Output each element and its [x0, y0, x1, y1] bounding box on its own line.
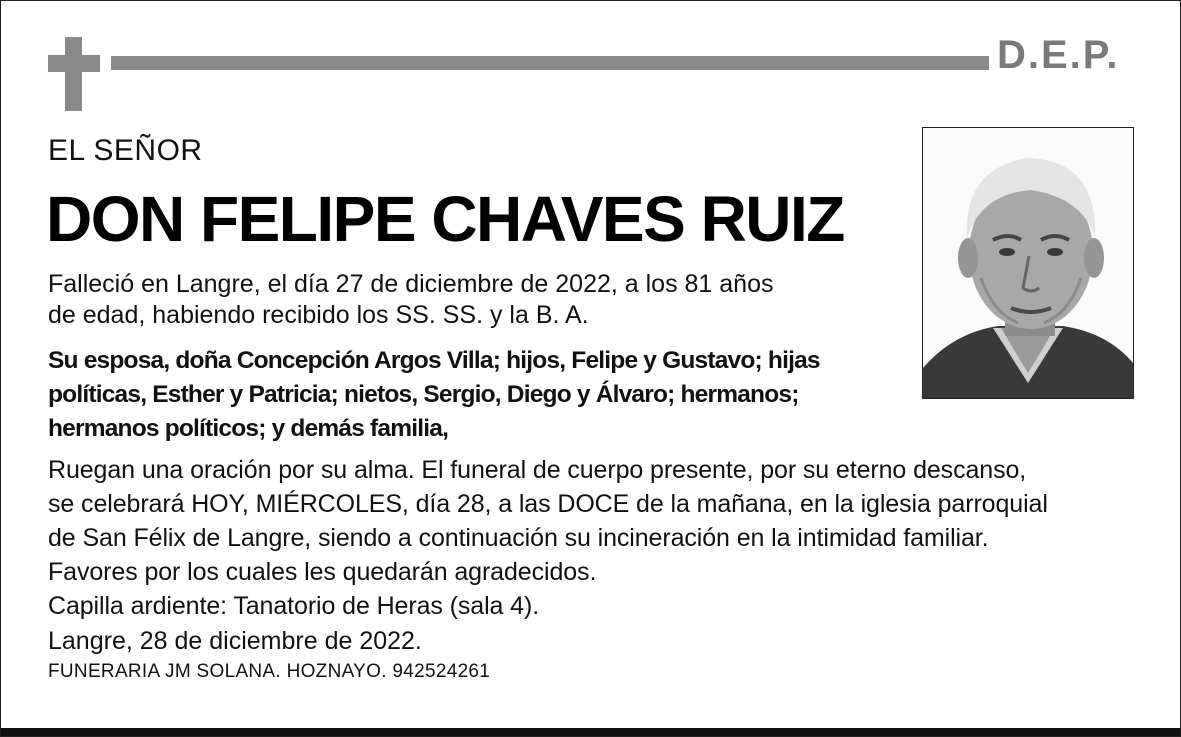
funeral-line: Favores por los cuales les quedarán agradecidos. [48, 558, 597, 586]
cross-icon [48, 37, 100, 111]
funeral-line: Capilla ardiente: Tanatorio de Heras (sala 4). [48, 592, 540, 620]
funeral-home: FUNERARIA JM SOLANA. HOZNAYO. 942524261 [48, 661, 491, 682]
funeral-details [48, 453, 1158, 623]
funeral-line: Ruegan una oración por su alma. El funeral de cuerpo presente, por su eterno descanso, [48, 456, 1027, 484]
portrait-photo [922, 127, 1134, 399]
family-list: Su esposa, doña Concepción Argos Villa; hijos, Felipe y Gustavo; hijas políticas, Esther y Patricia; nietos, Sergio, Diego y Álvaro; hermanos; hermanos políticos; y demás familia, [48, 347, 820, 442]
place-date: Langre, 28 de diciembre de 2022. [48, 627, 422, 655]
death-notice-line: de edad, habiendo recibido los SS. SS. y la B. A. [48, 301, 589, 329]
header-rule [111, 56, 989, 70]
dep-label: D.E.P. [997, 33, 1120, 77]
funeral-line: se celebrará HOY, MIÉRCOLES, día 28, a las DOCE de la mañana, en la iglesia parroquial [48, 490, 1048, 518]
death-notice [48, 269, 848, 331]
deceased-name: DON FELIPE CHAVES RUIZ [46, 183, 844, 255]
bottom-rule [1, 728, 1180, 736]
portrait-image [923, 128, 1133, 398]
death-notice-line: Falleció en Langre, el día 27 de diciembre de 2022, a los 81 años [48, 270, 774, 298]
funeral-line: de San Félix de Langre, siendo a continuación su incineración en la intimidad familiar. [48, 524, 989, 552]
honorific: EL SEÑOR [48, 134, 203, 167]
